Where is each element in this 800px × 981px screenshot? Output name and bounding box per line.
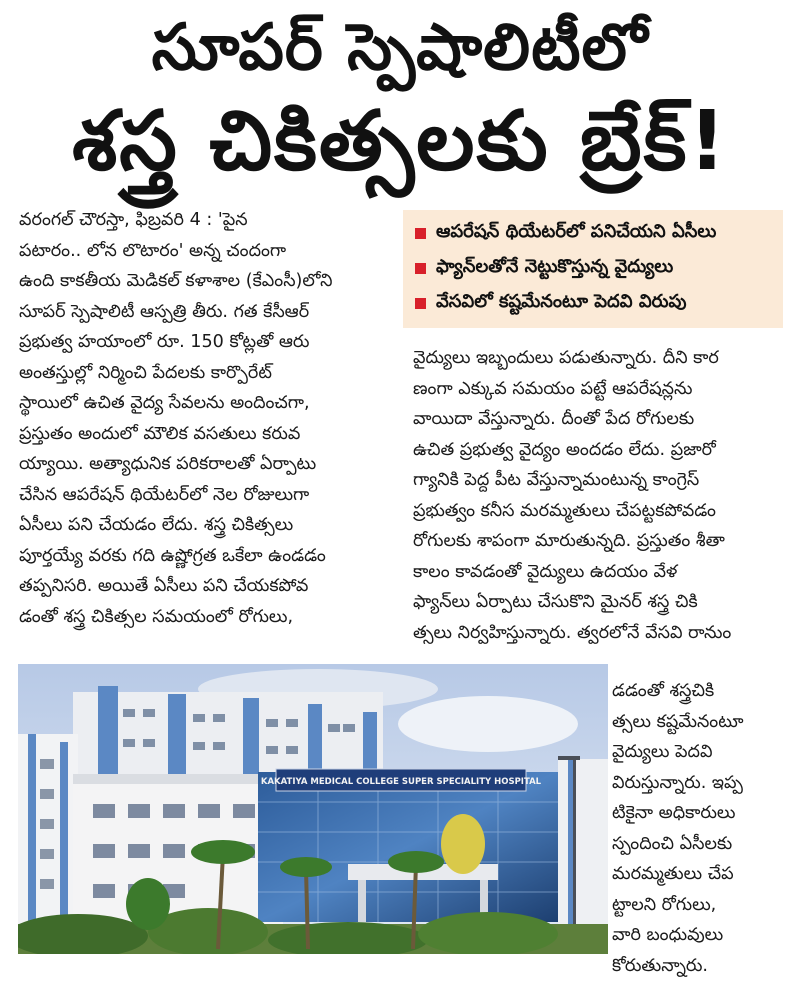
article-line: చేసిన ఆపరేషన్ థియేటర్‌లో నెల రోజులుగా	[19, 480, 394, 511]
article-line: మరమ్మతులు చేప	[612, 859, 784, 890]
article-line: వాయిదా వేస్తున్నారు. దీంతో పేద రోగులకు	[413, 404, 783, 435]
article-line: సూపర్ స్పెషాలిటీ ఆస్పత్రి తీరు. గత కేసీఆర్	[19, 297, 394, 328]
article-right-narrow-column	[612, 676, 784, 981]
article-line: కోరుతున్నారు.	[612, 951, 784, 981]
article-line: ణంగా ఎక్కువ సమయం పట్టే ఆపరేషన్లను	[413, 374, 783, 405]
article-line: ఉంది కాకతీయ మెడికల్ కళాశాల (కేఎంసీ)లోని	[19, 266, 394, 297]
red-square-bullet-icon	[415, 263, 426, 274]
article-line: కాలం కావడంతో వైద్యులు ఉదయం వేళ	[413, 557, 783, 588]
article-line: అంతస్తుల్లో నిర్మించి పేదలకు కార్పొరేట్	[19, 358, 394, 389]
article-line: విరుస్తున్నారు. ఇప్ప	[612, 768, 784, 799]
article-line: పూర్తయ్యే వరకు గది ఉష్ణోగ్రత ఒకేలా ఉండడం	[19, 541, 394, 572]
article-right-column	[413, 343, 783, 648]
article-line: పటారం.. లోన లొటారం' అన్న చందంగా	[19, 236, 394, 267]
article-line: ప్రభుత్వ హయాంలో రూ. 150 కోట్లతో ఆరు	[19, 327, 394, 358]
article-line: త్సలు కష్టమేనంటూ	[612, 707, 784, 738]
hospital-sign-text: KAKATIYA MEDICAL COLLEGE SUPER SPECIALITY HOSPITAL	[261, 777, 542, 787]
red-square-bullet-icon	[415, 298, 426, 309]
article-line: డంతో శస్త్ర చికిత్సల సమయంలో రోగులు,	[19, 602, 394, 633]
article-line: స్పందించి ఏసీలకు	[612, 829, 784, 860]
highlight-text: ఫ్యాన్‌లతోనే నెట్టుకొస్తున్న వైద్యులు	[436, 256, 673, 281]
article-line: రోగులకు శాపంగా మారుతున్నది. ప్రస్తుతం శీతా	[413, 526, 783, 557]
headline-line-2: శస్త్ర చికిత్సలకు బ్రేక్!	[0, 90, 800, 194]
article-line: టికైనా అధికారులు	[612, 798, 784, 829]
headline	[0, 6, 800, 194]
article-line: య్యాయి. అత్యాధునిక పరికరాలతో ఏర్పాటు	[19, 449, 394, 480]
article-line: డడంతో శస్త్రచికి	[612, 676, 784, 707]
article-line: ఏసీలు పని చేయడం లేదు. శస్త్ర చికిత్సలు	[19, 510, 394, 541]
highlight-item	[415, 251, 773, 286]
article-line: ప్రభుత్వం కనీస మరమ్మతులు చేపట్టకపోవడం	[413, 496, 783, 527]
hospital-photo	[18, 664, 608, 954]
highlight-item	[415, 216, 773, 251]
article-line: స్థాయిలో ఉచిత వైద్య సేవలను అందించగా,	[19, 388, 394, 419]
article-line: ఫ్యాన్‌లు ఏర్పాటు చేసుకొని మైనర్ శస్త్ర చికి	[413, 587, 783, 618]
highlight-text: వేసవిలో కష్టమేనంటూ పెదవి విరుపు	[436, 291, 686, 316]
highlight-item	[415, 286, 773, 321]
article-line: ప్రస్తుతం అందులో మౌలిక వసతులు కరువ	[19, 419, 394, 450]
article-line: వారి బంధువులు	[612, 920, 784, 951]
article-line: వైద్యులు ఇబ్బందులు పడుతున్నారు. దీని కార	[413, 343, 783, 374]
red-square-bullet-icon	[415, 228, 426, 239]
headline-line-1: సూపర్ స్పెషాలిటీలో	[0, 6, 800, 90]
article-line: వైద్యులు పెదవి	[612, 737, 784, 768]
highlights-box	[403, 210, 783, 328]
article-line: త్సలు నిర్వహిస్తున్నారు. త్వరలోనే వేసవి రానుం	[413, 618, 783, 649]
article-line: వరంగల్ చౌరస్తా, ఫిబ్రవరి 4 : 'పైన	[19, 205, 394, 236]
article-line: తప్పనిసరి. అయితే ఏసీలు పని చేయకపోవ	[19, 571, 394, 602]
article-line: గ్యానికి పెద్ద పీట వేస్తున్నామంటున్న కాంగ్రెస్	[413, 465, 783, 496]
article-line: ట్టాలని రోగులు,	[612, 890, 784, 921]
article-left-column	[19, 205, 394, 632]
highlight-text: ఆపరేషన్ థియేటర్‌లో పనిచేయని ఏసీలు	[436, 221, 716, 246]
article-line: ఉచిత ప్రభుత్వ వైద్యం అందడం లేదు. ప్రజారో	[413, 435, 783, 466]
